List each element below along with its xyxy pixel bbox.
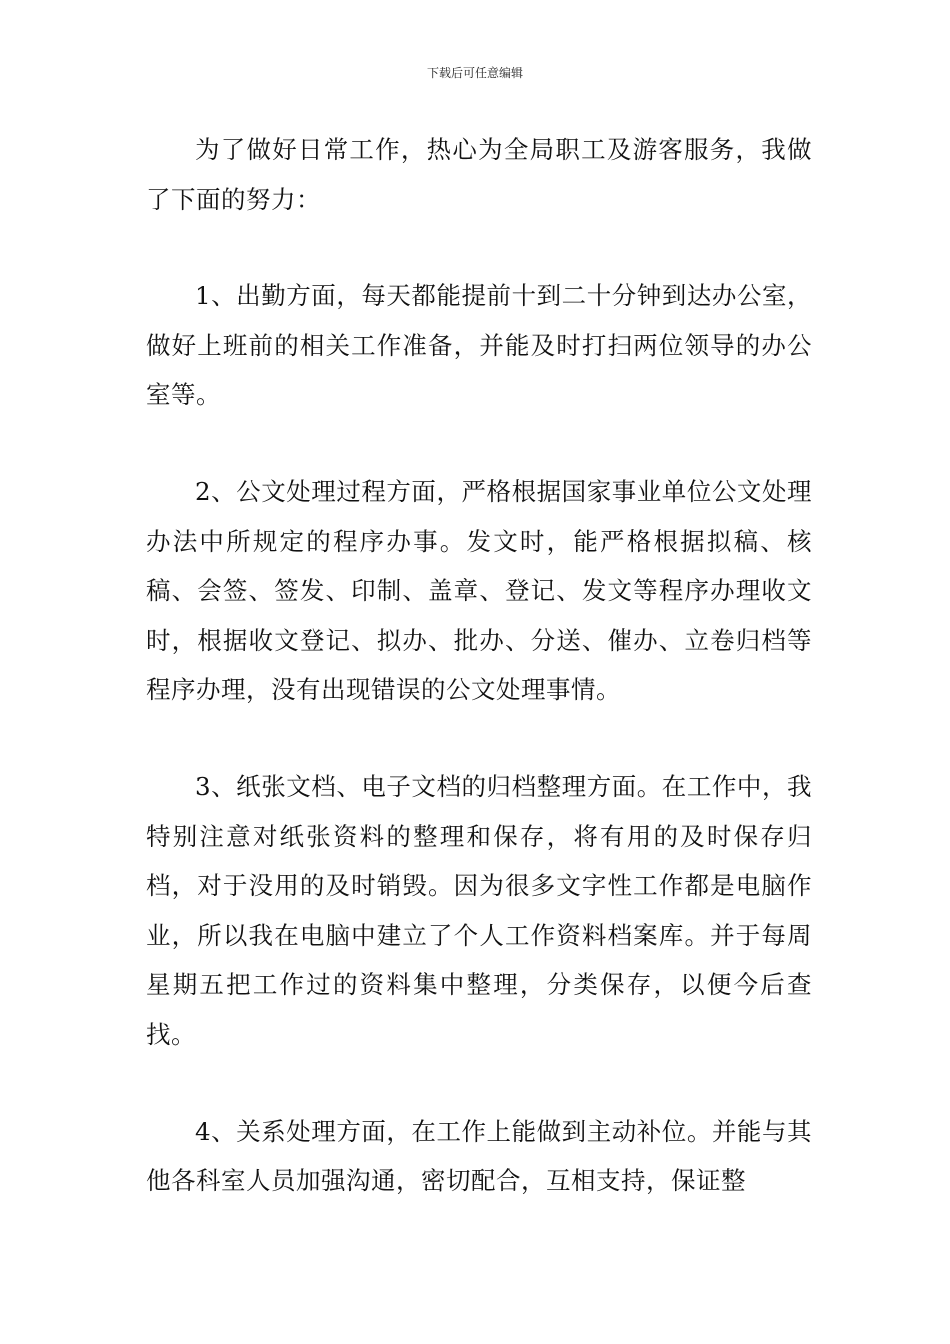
paragraph-relations: 4、关系处理方面，在工作上能做到主动补位。并能与其他各科室人员加强沟通，密切配合，互相支持，保证整: [146, 1116, 812, 1196]
paragraph-intro: 为了做好日常工作，热心为全局职工及游客服务，我做了下面的努力：: [146, 135, 812, 214]
document-body: [146, 125, 812, 1206]
page-header-note: 下载后可任意编辑: [426, 66, 523, 80]
paragraph-attendance: 1、出勤方面，每天都能提前十到二十分钟到达办公室，做好上班前的相关工作准备，并能及时打扫两位领导的办公室等。: [146, 281, 812, 410]
paragraph-archiving: 3、纸张文档、电子文档的归档整理方面。在工作中，我特别注意对纸张资料的整理和保存，将有用的及时保存归档，对于没用的及时销毁。因为很多文字性工作都是电脑作业，所以我在电脑中建立了个人工作资料档案库。并于每周星期五把工作过的资料集中整理，分类保存，以便今后查找。: [146, 771, 812, 1049]
paragraph-document-processing: 2、公文处理过程方面，严格根据国家事业单位公文处理办法中所规定的程序办事。发文时，能严格根据拟稿、核稿、会签、签发、印制、盖章、登记、发文等程序办理收文时，根据收文登记、拟办、批办、分送、催办、立卷归档等程序办理，没有出现错误的公文处理事情。: [146, 476, 812, 705]
